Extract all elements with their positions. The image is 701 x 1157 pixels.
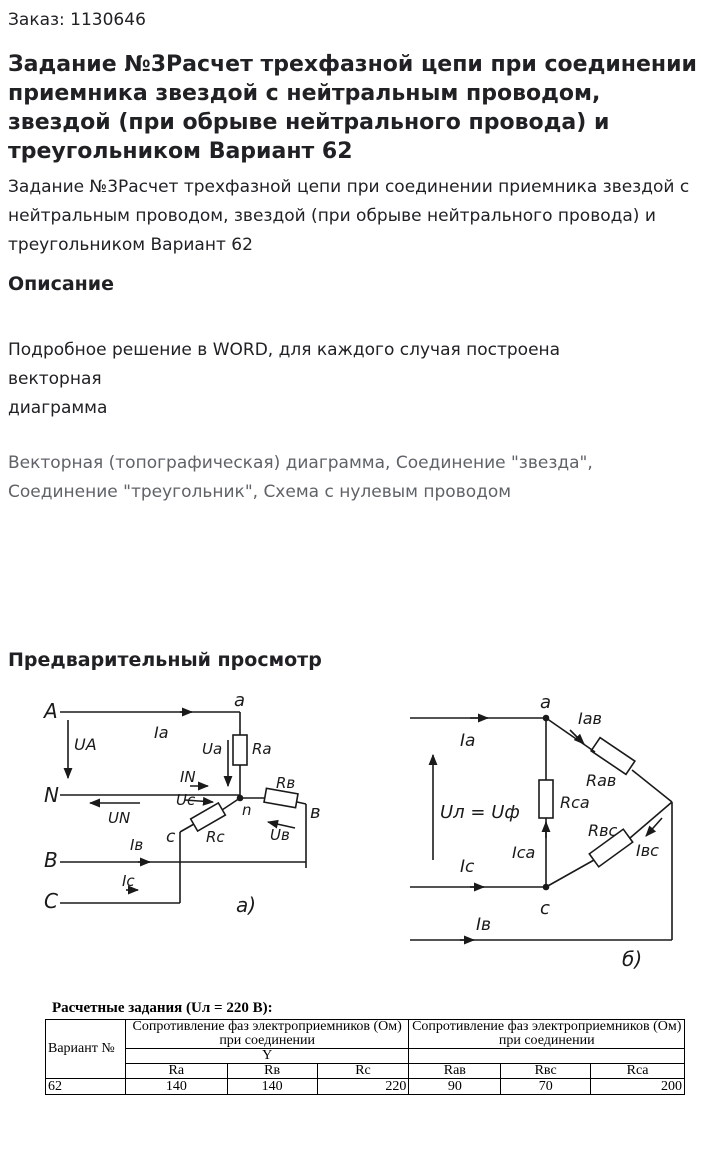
- label-UN: UN: [108, 809, 131, 827]
- label-C: C: [44, 889, 58, 913]
- preview-heading: Предварительный просмотр: [8, 649, 322, 671]
- resistor-rab: [591, 738, 635, 775]
- label-Ibc: Iвc: [636, 841, 659, 860]
- column-header: Rca: [591, 1064, 685, 1079]
- label-Ra: Ra: [252, 740, 272, 758]
- caption-a: a): [236, 893, 257, 917]
- tag-list: Векторная (топографическая) диаграмма, Соединение "звезда", Соединение "треугольник", Схема с нулевым проводом: [8, 453, 593, 502]
- value-cell: 90: [409, 1079, 501, 1095]
- node-c: c: [166, 827, 176, 847]
- order-number: Заказ: 1130646: [8, 10, 146, 30]
- page-title: Задание №3Расчет трехфазной цепи при соединении приемника звездой с нейтральным проводом, звездой (при обрыве нейтрального провода) и треугольником Вариант 62: [8, 52, 697, 164]
- description-text: [8, 336, 628, 423]
- label-Ia: Ia: [154, 723, 169, 742]
- column-header: Rc: [317, 1064, 409, 1079]
- label-Ica: Ica: [512, 843, 536, 862]
- label-Uc: Uc: [176, 791, 196, 809]
- label-Ub: Uв: [270, 826, 290, 844]
- value-cell: 140: [227, 1079, 317, 1095]
- description-line: Подробное решение в WORD, для каждого случая построена: [8, 340, 561, 360]
- resistor-ra: [233, 735, 247, 765]
- label-B: B: [44, 848, 58, 872]
- node-a: a: [540, 692, 552, 713]
- node-a: a: [234, 690, 246, 711]
- column-header: Rв: [227, 1064, 317, 1079]
- group2-type: [409, 1049, 685, 1064]
- star-circuit-diagram: [30, 690, 330, 925]
- label-U: Uл = Uф: [440, 802, 520, 823]
- label-Rb: Rв: [276, 774, 296, 792]
- column-header: Ra: [125, 1064, 227, 1079]
- label-IN: IN: [180, 768, 196, 786]
- label-N: N: [44, 783, 59, 807]
- variant-header: Вариант №: [46, 1020, 126, 1079]
- lead-text: Задание №3Расчет трехфазной цепи при соединении приемника звездой с нейтральным проводом, звездой (при обрыве нейтрального провода) и треугольником Вариант 62: [8, 177, 690, 255]
- group2-header: Сопротивление фаз электроприемников (Ом) при соединении: [409, 1020, 685, 1049]
- table-row: [46, 1079, 685, 1095]
- label-Iab: Iaв: [578, 709, 602, 728]
- value-cell: 220: [317, 1079, 409, 1095]
- description-heading: Описание: [8, 273, 115, 295]
- label-A: A: [44, 699, 58, 723]
- label-Rbc: Rвc: [588, 821, 618, 840]
- tasks-table: [45, 1019, 685, 1095]
- tasks-caption: Расчетные задания (Uл = 220 В):: [52, 1000, 273, 1016]
- group1-type: Y: [125, 1049, 409, 1064]
- label-Rca: Rca: [560, 793, 590, 812]
- node-n: n: [242, 801, 252, 819]
- resistor-rc: [191, 803, 226, 831]
- value-cell: 200: [591, 1079, 685, 1095]
- label-Ua: Ua: [202, 740, 223, 758]
- label-Ic: Ic: [460, 857, 475, 877]
- group1-header: Сопротивление фаз электроприемников (Ом) при соединении: [125, 1020, 409, 1049]
- node-c: c: [540, 898, 550, 919]
- node-b: в: [310, 802, 321, 823]
- description-line: векторная: [8, 369, 102, 389]
- column-header: Raв: [409, 1064, 501, 1079]
- column-header: Rвc: [501, 1064, 591, 1079]
- value-cell: 70: [501, 1079, 591, 1095]
- label-Rab: Raв: [586, 771, 617, 790]
- label-Ia: Ia: [460, 731, 476, 751]
- delta-circuit-diagram: [400, 690, 690, 975]
- variant-cell: 62: [46, 1079, 126, 1095]
- caption-b: б): [622, 947, 643, 971]
- label-Rc: Rc: [206, 828, 225, 846]
- label-Ib: Iв: [130, 836, 144, 854]
- description-line: диаграмма: [8, 398, 108, 418]
- label-Ib: Iв: [476, 915, 492, 935]
- resistor-rca: [539, 780, 553, 818]
- label-UA: UA: [74, 735, 97, 754]
- label-Ic: Ic: [122, 872, 135, 890]
- value-cell: 140: [125, 1079, 227, 1095]
